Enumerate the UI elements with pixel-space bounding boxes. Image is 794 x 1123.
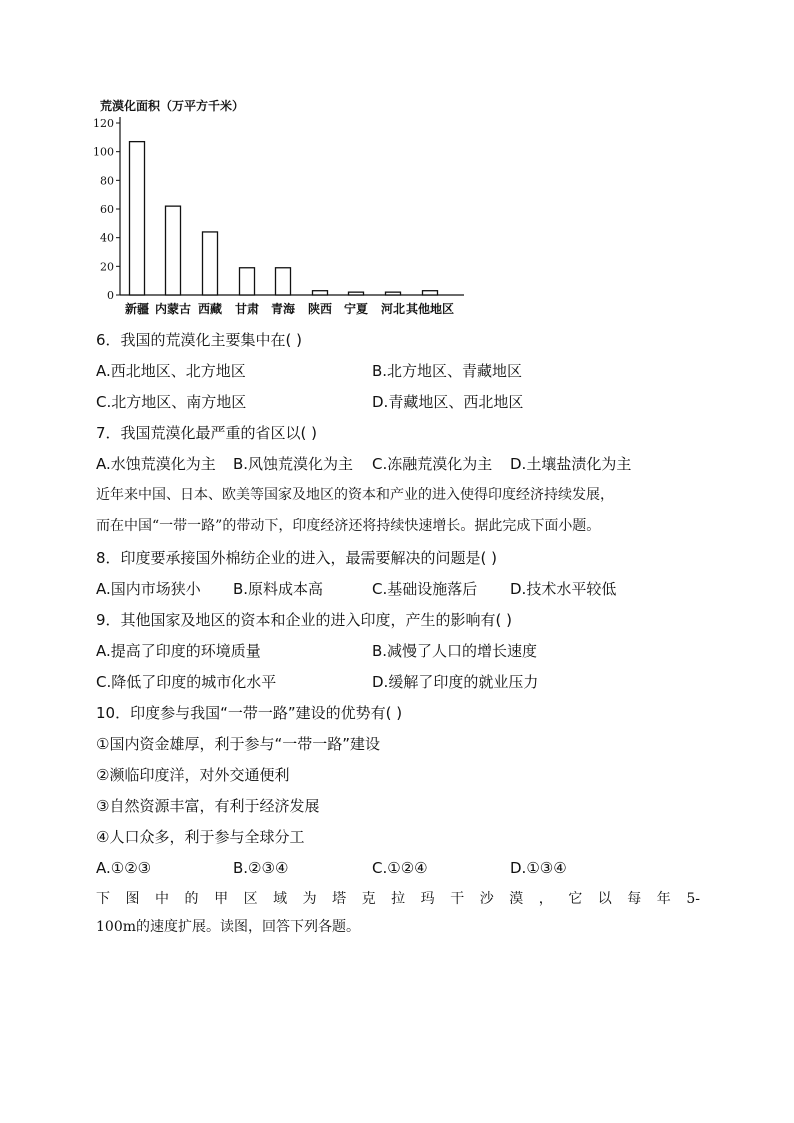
q8-option-a[interactable]: A.国内市场狭小	[96, 580, 201, 598]
passage2-char: 图	[125, 891, 140, 907]
y-tick-label: 20	[100, 260, 114, 274]
q7-option-b[interactable]: B.风蚀荒漠化为主	[233, 455, 354, 473]
q9-option-a[interactable]: A.提高了印度的环境质量	[96, 642, 261, 660]
q10-option-b[interactable]: B.②③④	[233, 859, 289, 877]
q10-option-a[interactable]: A.①②③	[96, 859, 152, 877]
bar-6	[349, 292, 364, 295]
y-tick-label: 100	[93, 145, 114, 159]
passage2-char: 以	[597, 891, 612, 907]
q6-option-d[interactable]: D.青藏地区、西北地区	[372, 393, 524, 411]
x-category-label: 陕西	[307, 302, 333, 316]
q6-option-a[interactable]: A.西北地区、北方地区	[96, 362, 246, 380]
q7-option-a[interactable]: A.水蚀荒漠化为主	[96, 455, 216, 473]
q10-option-d[interactable]: D.①③④	[510, 859, 567, 877]
passage2-char: 甲	[214, 891, 229, 907]
chart-title: 荒漠化面积（万平方千米）	[100, 99, 245, 113]
passage2-char: ，	[538, 891, 553, 907]
y-tick-label: 60	[100, 203, 114, 216]
passage1-line2: 而在中国“一带一路”的带动下，印度经济还将持续快速增长。据此完成下面小题。	[96, 518, 601, 534]
q10-item-2: ②濒临印度洋，对外交通便利	[96, 766, 290, 784]
q7-option-d[interactable]: D.土壤盐渍化为主	[510, 455, 632, 473]
q9-option-c[interactable]: C.降低了印度的城市化水平	[96, 673, 277, 691]
passage2-char: 5-	[686, 891, 700, 907]
passage2-char: 塔	[332, 891, 347, 907]
q7-option-c[interactable]: C.冻融荒漠化为主	[372, 455, 493, 473]
q8-stem: 8．印度要承接国外棉纺企业的进入，最需要解决的问题是( )	[96, 549, 498, 567]
bar-0	[130, 142, 145, 295]
passage2-char: 年	[656, 891, 671, 907]
passage2-char: 域	[273, 891, 288, 907]
passage2-char: 它	[568, 891, 583, 907]
q10-stem: 10．印度参与我国“一带一路”建设的优势有( )	[96, 704, 403, 722]
bar-3	[240, 268, 255, 295]
q7-stem: 7．我国荒漠化最严重的省区以( )	[96, 424, 318, 442]
passage2-char: 拉	[391, 891, 406, 907]
x-category-label: 甘肃	[234, 302, 260, 316]
passage2-char: 每	[627, 891, 642, 907]
passage2-char: 为	[302, 891, 317, 907]
passage2-char: 中	[155, 891, 170, 907]
q9-stem: 9．其他国家及地区的资本和企业的进入印度，产生的影响有( )	[96, 611, 513, 629]
q6-option-c[interactable]: C.北方地区、南方地区	[96, 393, 247, 411]
q9-option-d[interactable]: D.缓解了印度的就业压力	[372, 673, 539, 691]
passage2-char: 下	[96, 891, 110, 907]
x-category-label: 青海	[270, 302, 296, 316]
passage1-line1: 近年来中国、日本、欧美等国家及地区的资本和产业的进入使得印度经济持续发展，	[96, 487, 614, 503]
q6-stem: 6．我国的荒漠化主要集中在( )	[96, 331, 303, 349]
x-category-label: 其他地区	[405, 302, 455, 316]
x-category-label: 西藏	[197, 302, 223, 316]
y-tick-label: 80	[100, 174, 114, 188]
q6-option-b[interactable]: B.北方地区、青藏地区	[372, 362, 523, 380]
x-category-label: 宁夏	[343, 302, 369, 316]
bar-series	[130, 142, 438, 295]
bar-4	[276, 268, 291, 295]
q10-item-4: ④人口众多，利于参与全球分工	[96, 828, 305, 846]
passage2-char: 沙	[479, 891, 494, 907]
bar-8	[423, 291, 438, 295]
bar-7	[386, 292, 401, 295]
x-category-label: 内蒙古	[154, 302, 192, 316]
passage2-char: 克	[361, 891, 376, 907]
q8-option-c[interactable]: C.基础设施落后	[372, 580, 478, 598]
chart-svg	[92, 96, 472, 326]
q8-option-b[interactable]: B.原料成本高	[233, 580, 324, 598]
desertification-bar-chart	[92, 96, 472, 326]
passage2-char: 漠	[509, 891, 524, 907]
passage2-line1	[96, 889, 700, 909]
q9-option-b[interactable]: B.减慢了人口的增长速度	[372, 642, 538, 660]
passage2-char: 玛	[420, 891, 435, 907]
y-tick-label: 120	[93, 117, 114, 130]
passage2-line2: 100m的速度扩展。读图，回答下列各题。	[96, 919, 360, 935]
x-axis-labels	[125, 301, 454, 316]
bar-5	[313, 291, 328, 295]
x-category-label: 新疆	[124, 302, 150, 316]
q10-option-c[interactable]: C.①②④	[372, 859, 428, 877]
bar-2	[203, 232, 218, 295]
q10-item-3: ③自然资源丰富，有利于经济发展	[96, 797, 320, 815]
q8-option-d[interactable]: D.技术水平较低	[510, 580, 617, 598]
x-category-label: 河北	[380, 302, 406, 316]
q10-item-1: ①国内资金雄厚，利于参与“一带一路”建设	[96, 735, 380, 753]
passage2-char: 区	[243, 891, 258, 907]
passage2-char: 干	[450, 891, 465, 907]
passage2-char: 的	[184, 891, 199, 907]
y-tick-label: 0	[107, 289, 114, 302]
bar-1	[166, 206, 181, 295]
y-tick-label: 40	[100, 231, 114, 245]
